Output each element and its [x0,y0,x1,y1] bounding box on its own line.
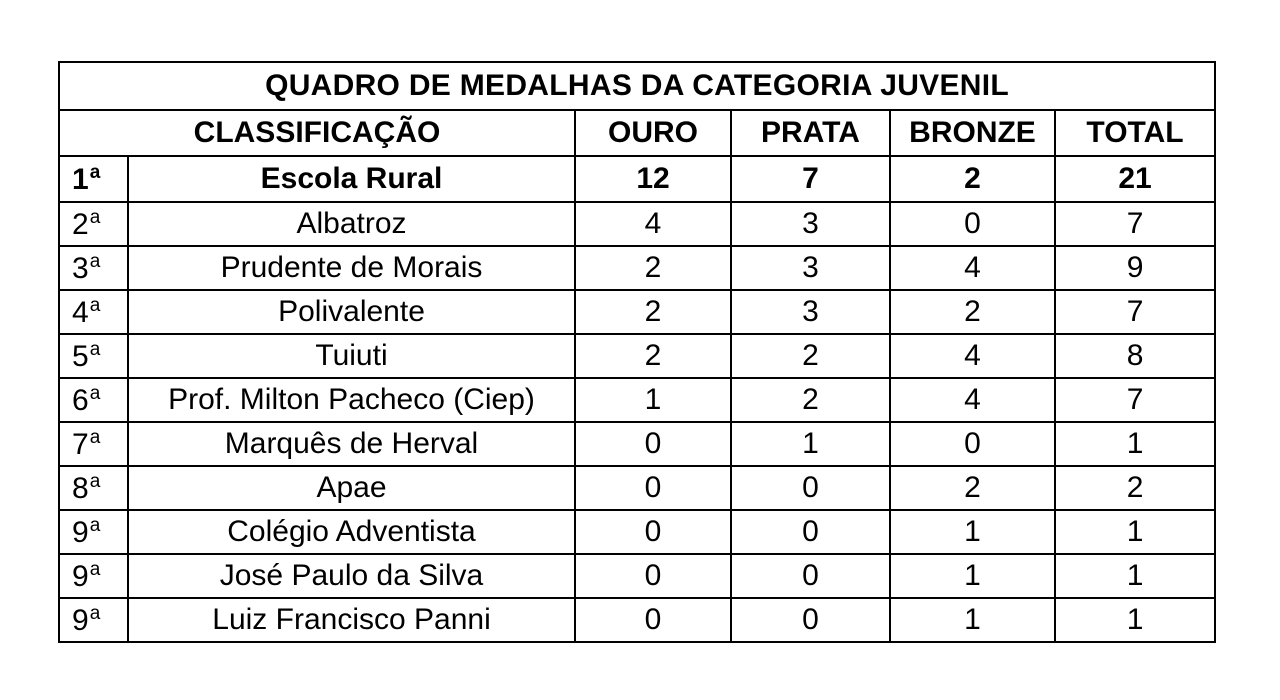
bronze-count-cell: 0 [890,422,1055,466]
gold-count-cell: 1 [575,378,731,422]
rank-ordinal-suffix: a [89,471,101,492]
silver-count-cell: 3 [731,202,890,246]
rank-cell [59,422,128,466]
rank-number: 1 [72,163,89,196]
header-bronze: BRONZE [890,110,1055,156]
table-row [59,554,1215,598]
rank-cell [59,598,128,642]
bronze-count-cell: 4 [890,246,1055,290]
rank-cell [59,246,128,290]
rank-ordinal-suffix: a [89,515,101,536]
rank-number: 4 [72,296,89,329]
silver-count-cell: 3 [731,246,890,290]
school-name-cell: Prudente de Morais [128,246,575,290]
gold-count-cell: 0 [575,554,731,598]
bronze-count-cell: 4 [890,334,1055,378]
total-count-cell: 9 [1055,246,1215,290]
header-row [59,110,1215,156]
silver-count-cell: 0 [731,466,890,510]
bronze-count-cell: 0 [890,202,1055,246]
silver-count-cell: 0 [731,554,890,598]
school-name-cell: José Paulo da Silva [128,554,575,598]
school-name-cell: Albatroz [128,202,575,246]
rank-number: 6 [72,384,89,417]
header-gold: OURO [575,110,731,156]
total-count-cell: 2 [1055,466,1215,510]
bronze-count-cell: 4 [890,378,1055,422]
school-name-cell: Apae [128,466,575,510]
total-count-cell: 7 [1055,378,1215,422]
total-count-cell: 1 [1055,422,1215,466]
rank-ordinal-suffix: a [89,559,101,580]
rank-number: 7 [72,428,89,461]
header-total: TOTAL [1055,110,1215,156]
rank-cell [59,202,128,246]
gold-count-cell: 12 [575,156,731,202]
gold-count-cell: 0 [575,510,731,554]
total-count-cell: 7 [1055,202,1215,246]
school-name-cell: Prof. Milton Pacheco (Ciep) [128,378,575,422]
gold-count-cell: 2 [575,290,731,334]
table-row [59,422,1215,466]
table-row [59,156,1215,202]
rank-number: 9 [72,560,89,593]
table-row [59,290,1215,334]
school-name-cell: Polivalente [128,290,575,334]
gold-count-cell: 2 [575,246,731,290]
medal-table-body [59,156,1215,642]
table-row [59,510,1215,554]
gold-count-cell: 0 [575,422,731,466]
silver-count-cell: 1 [731,422,890,466]
bronze-count-cell: 1 [890,510,1055,554]
rank-cell [59,378,128,422]
table-row [59,598,1215,642]
school-name-cell: Tuiuti [128,334,575,378]
total-count-cell: 7 [1055,290,1215,334]
gold-count-cell: 4 [575,202,731,246]
silver-count-cell: 2 [731,334,890,378]
header-silver: PRATA [731,110,890,156]
rank-number: 3 [72,252,89,285]
bronze-count-cell: 1 [890,554,1055,598]
table-title: QUADRO DE MEDALHAS DA CATEGORIA JUVENIL [59,62,1215,110]
rank-number: 8 [72,472,89,505]
header-classification: CLASSIFICAÇÃO [59,110,575,156]
gold-count-cell: 0 [575,466,731,510]
gold-count-cell: 2 [575,334,731,378]
title-row [59,62,1215,110]
rank-ordinal-suffix: a [89,339,101,360]
rank-ordinal-suffix: a [89,427,101,448]
rank-ordinal-suffix: a [89,295,101,316]
gold-count-cell: 0 [575,598,731,642]
school-name-cell: Luiz Francisco Panni [128,598,575,642]
rank-number: 2 [72,208,89,241]
table-row [59,334,1215,378]
rank-number: 9 [72,516,89,549]
table-row [59,246,1215,290]
total-count-cell: 1 [1055,598,1215,642]
total-count-cell: 21 [1055,156,1215,202]
total-count-cell: 1 [1055,554,1215,598]
rank-cell [59,290,128,334]
rank-ordinal-suffix: a [89,207,101,228]
total-count-cell: 1 [1055,510,1215,554]
bronze-count-cell: 2 [890,466,1055,510]
school-name-cell: Colégio Adventista [128,510,575,554]
table-row [59,378,1215,422]
rank-cell [59,510,128,554]
rank-ordinal-suffix: a [89,383,101,404]
bronze-count-cell: 2 [890,156,1055,202]
medal-table [58,61,1216,643]
school-name-cell: Escola Rural [128,156,575,202]
rank-ordinal-suffix: a [89,162,101,183]
silver-count-cell: 7 [731,156,890,202]
bronze-count-cell: 1 [890,598,1055,642]
rank-cell [59,334,128,378]
table-row [59,202,1215,246]
bronze-count-cell: 2 [890,290,1055,334]
silver-count-cell: 0 [731,598,890,642]
rank-cell [59,466,128,510]
silver-count-cell: 0 [731,510,890,554]
silver-count-cell: 2 [731,378,890,422]
silver-count-cell: 3 [731,290,890,334]
rank-number: 9 [72,604,89,637]
rank-cell [59,554,128,598]
school-name-cell: Marquês de Herval [128,422,575,466]
rank-cell [59,156,128,202]
rank-number: 5 [72,340,89,373]
rank-ordinal-suffix: a [89,251,101,272]
rank-ordinal-suffix: a [89,603,101,624]
total-count-cell: 8 [1055,334,1215,378]
table-row [59,466,1215,510]
